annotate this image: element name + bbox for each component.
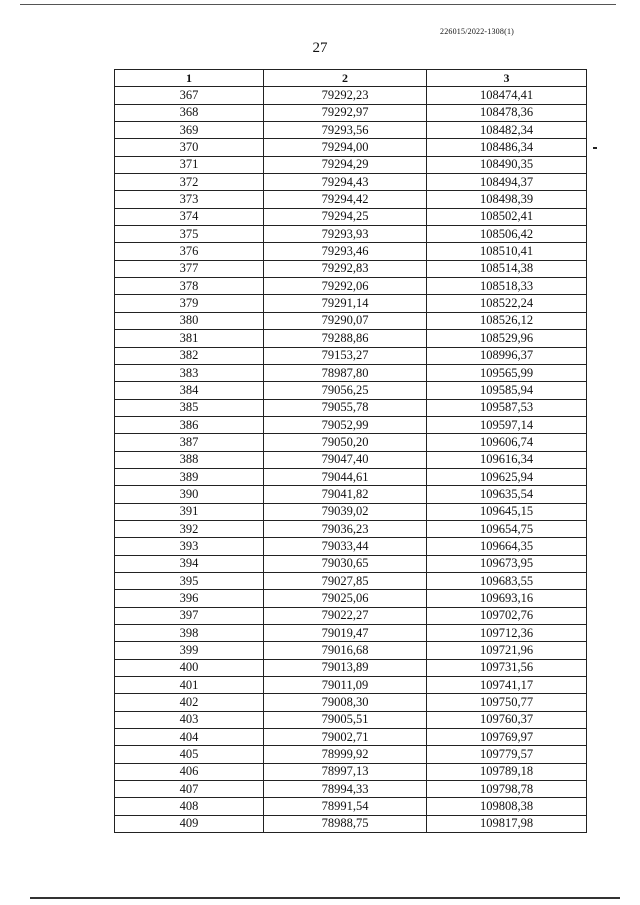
column-header-y: 3: [427, 70, 587, 87]
y-coordinate-cell: 108482,34: [427, 122, 587, 139]
x-coordinate-cell: 79036,23: [264, 520, 427, 537]
table-header-row: [115, 70, 587, 87]
point-number-cell: 370: [115, 139, 264, 156]
y-coordinate-cell: 109760,37: [427, 711, 587, 728]
x-coordinate-cell: 79019,47: [264, 625, 427, 642]
x-coordinate-cell: 79292,83: [264, 260, 427, 277]
y-coordinate-cell: 109673,95: [427, 555, 587, 572]
y-coordinate-cell: 108486,34: [427, 139, 587, 156]
table-row: [115, 330, 587, 347]
x-coordinate-cell: 78997,13: [264, 763, 427, 780]
y-coordinate-cell: 108502,41: [427, 208, 587, 225]
point-number-cell: 397: [115, 607, 264, 624]
table-row: [115, 295, 587, 312]
table-row: [115, 451, 587, 468]
y-coordinate-cell: 109712,36: [427, 625, 587, 642]
x-coordinate-cell: 79292,97: [264, 104, 427, 121]
table-row: [115, 677, 587, 694]
point-number-cell: 368: [115, 104, 264, 121]
y-coordinate-cell: 109741,17: [427, 677, 587, 694]
table-row: [115, 607, 587, 624]
table-row: [115, 781, 587, 798]
y-coordinate-cell: 109597,14: [427, 416, 587, 433]
page-number: 27: [312, 40, 328, 56]
y-coordinate-cell: 109702,76: [427, 607, 587, 624]
point-number-cell: 403: [115, 711, 264, 728]
point-number-cell: 377: [115, 260, 264, 277]
table-row: [115, 694, 587, 711]
point-number-cell: 372: [115, 174, 264, 191]
x-coordinate-cell: 79033,44: [264, 538, 427, 555]
y-coordinate-cell: 108490,35: [427, 156, 587, 173]
x-coordinate-cell: 79055,78: [264, 399, 427, 416]
y-coordinate-cell: 109721,96: [427, 642, 587, 659]
x-coordinate-cell: 79293,93: [264, 226, 427, 243]
y-coordinate-cell: 109769,97: [427, 729, 587, 746]
y-coordinate-cell: 108996,37: [427, 347, 587, 364]
table-row: [115, 503, 587, 520]
x-coordinate-cell: 79013,89: [264, 659, 427, 676]
table-row: [115, 711, 587, 728]
table-row: [115, 122, 587, 139]
y-coordinate-cell: 108522,24: [427, 295, 587, 312]
point-number-cell: 387: [115, 434, 264, 451]
point-number-cell: 375: [115, 226, 264, 243]
y-coordinate-cell: 109817,98: [427, 815, 587, 832]
x-coordinate-cell: 78988,75: [264, 815, 427, 832]
y-coordinate-cell: 108526,12: [427, 312, 587, 329]
table-row: [115, 434, 587, 451]
x-coordinate-cell: 79002,71: [264, 729, 427, 746]
y-coordinate-cell: 109585,94: [427, 382, 587, 399]
x-coordinate-cell: 78994,33: [264, 781, 427, 798]
x-coordinate-cell: 79052,99: [264, 416, 427, 433]
point-number-cell: 380: [115, 312, 264, 329]
document-id: 226015/2022-1308(1): [440, 27, 515, 36]
x-coordinate-cell: 79288,86: [264, 330, 427, 347]
y-coordinate-cell: 108498,39: [427, 191, 587, 208]
point-number-cell: 369: [115, 122, 264, 139]
column-header-point: 1: [115, 70, 264, 87]
x-coordinate-cell: 79016,68: [264, 642, 427, 659]
table-row: [115, 416, 587, 433]
table-row: [115, 156, 587, 173]
x-coordinate-cell: 79011,09: [264, 677, 427, 694]
x-coordinate-cell: 79005,51: [264, 711, 427, 728]
point-number-cell: 409: [115, 815, 264, 832]
x-coordinate-cell: 79056,25: [264, 382, 427, 399]
bottom-rule: [30, 897, 620, 899]
y-coordinate-cell: 108514,38: [427, 260, 587, 277]
x-coordinate-cell: 79293,56: [264, 122, 427, 139]
x-coordinate-cell: 79294,00: [264, 139, 427, 156]
x-coordinate-cell: 79294,42: [264, 191, 427, 208]
y-coordinate-cell: 109789,18: [427, 763, 587, 780]
x-coordinate-cell: 78991,54: [264, 798, 427, 815]
table-row: [115, 538, 587, 555]
point-number-cell: 405: [115, 746, 264, 763]
y-coordinate-cell: 109798,78: [427, 781, 587, 798]
x-coordinate-cell: 79041,82: [264, 486, 427, 503]
table-row: [115, 382, 587, 399]
y-coordinate-cell: 109645,15: [427, 503, 587, 520]
y-coordinate-cell: 108474,41: [427, 87, 587, 104]
table-row: [115, 312, 587, 329]
point-number-cell: 401: [115, 677, 264, 694]
x-coordinate-cell: 79292,23: [264, 87, 427, 104]
table-row: [115, 104, 587, 121]
table-row: [115, 642, 587, 659]
y-coordinate-cell: 108518,33: [427, 278, 587, 295]
y-coordinate-cell: 109683,55: [427, 572, 587, 589]
point-number-cell: 378: [115, 278, 264, 295]
y-coordinate-cell: 108529,96: [427, 330, 587, 347]
point-number-cell: 371: [115, 156, 264, 173]
y-coordinate-cell: 109654,75: [427, 520, 587, 537]
table-row: [115, 243, 587, 260]
x-coordinate-cell: 78987,80: [264, 364, 427, 381]
x-coordinate-cell: 79294,25: [264, 208, 427, 225]
point-number-cell: 402: [115, 694, 264, 711]
y-coordinate-cell: 108506,42: [427, 226, 587, 243]
table-row: [115, 87, 587, 104]
point-number-cell: 385: [115, 399, 264, 416]
x-coordinate-cell: 79292,06: [264, 278, 427, 295]
point-number-cell: 400: [115, 659, 264, 676]
table-row: [115, 486, 587, 503]
table-row: [115, 278, 587, 295]
x-coordinate-cell: 79027,85: [264, 572, 427, 589]
point-number-cell: 386: [115, 416, 264, 433]
coordinates-table: [114, 69, 587, 833]
point-number-cell: 399: [115, 642, 264, 659]
point-number-cell: 376: [115, 243, 264, 260]
table-row: [115, 815, 587, 832]
table-row: [115, 746, 587, 763]
x-coordinate-cell: 79153,27: [264, 347, 427, 364]
x-coordinate-cell: 79008,30: [264, 694, 427, 711]
x-coordinate-cell: 79030,65: [264, 555, 427, 572]
point-number-cell: 394: [115, 555, 264, 572]
y-coordinate-cell: 109779,57: [427, 746, 587, 763]
x-coordinate-cell: 79025,06: [264, 590, 427, 607]
point-number-cell: 373: [115, 191, 264, 208]
point-number-cell: 408: [115, 798, 264, 815]
point-number-cell: 392: [115, 520, 264, 537]
table-row: [115, 763, 587, 780]
point-number-cell: 374: [115, 208, 264, 225]
point-number-cell: 393: [115, 538, 264, 555]
x-coordinate-cell: 79294,43: [264, 174, 427, 191]
point-number-cell: 391: [115, 503, 264, 520]
y-coordinate-cell: 108494,37: [427, 174, 587, 191]
point-number-cell: 396: [115, 590, 264, 607]
point-number-cell: 367: [115, 87, 264, 104]
y-coordinate-cell: 109625,94: [427, 468, 587, 485]
point-number-cell: 389: [115, 468, 264, 485]
table-row: [115, 659, 587, 676]
y-coordinate-cell: 109616,34: [427, 451, 587, 468]
column-header-x: 2: [264, 70, 427, 87]
table-row: [115, 226, 587, 243]
table-row: [115, 191, 587, 208]
point-number-cell: 398: [115, 625, 264, 642]
y-coordinate-cell: 109606,74: [427, 434, 587, 451]
x-coordinate-cell: 79047,40: [264, 451, 427, 468]
table-body: [115, 87, 587, 833]
y-coordinate-cell: 109808,38: [427, 798, 587, 815]
top-rule: [20, 4, 616, 5]
table-row: [115, 174, 587, 191]
y-coordinate-cell: 109731,56: [427, 659, 587, 676]
table-row: [115, 468, 587, 485]
table-row: [115, 520, 587, 537]
margin-mark: [593, 147, 597, 149]
x-coordinate-cell: 78999,92: [264, 746, 427, 763]
point-number-cell: 395: [115, 572, 264, 589]
point-number-cell: 382: [115, 347, 264, 364]
table-row: [115, 139, 587, 156]
table-row: [115, 399, 587, 416]
point-number-cell: 390: [115, 486, 264, 503]
x-coordinate-cell: 79044,61: [264, 468, 427, 485]
y-coordinate-cell: 108510,41: [427, 243, 587, 260]
x-coordinate-cell: 79290,07: [264, 312, 427, 329]
table-row: [115, 729, 587, 746]
y-coordinate-cell: 109565,99: [427, 364, 587, 381]
y-coordinate-cell: 109587,53: [427, 399, 587, 416]
point-number-cell: 404: [115, 729, 264, 746]
table-row: [115, 798, 587, 815]
y-coordinate-cell: 108478,36: [427, 104, 587, 121]
x-coordinate-cell: 79291,14: [264, 295, 427, 312]
y-coordinate-cell: 109664,35: [427, 538, 587, 555]
table-row: [115, 260, 587, 277]
table-row: [115, 555, 587, 572]
point-number-cell: 406: [115, 763, 264, 780]
point-number-cell: 381: [115, 330, 264, 347]
point-number-cell: 388: [115, 451, 264, 468]
y-coordinate-cell: 109693,16: [427, 590, 587, 607]
table-row: [115, 590, 587, 607]
point-number-cell: 384: [115, 382, 264, 399]
x-coordinate-cell: 79050,20: [264, 434, 427, 451]
x-coordinate-cell: 79022,27: [264, 607, 427, 624]
table-row: [115, 347, 587, 364]
x-coordinate-cell: 79039,02: [264, 503, 427, 520]
x-coordinate-cell: 79294,29: [264, 156, 427, 173]
table-row: [115, 572, 587, 589]
x-coordinate-cell: 79293,46: [264, 243, 427, 260]
point-number-cell: 407: [115, 781, 264, 798]
y-coordinate-cell: 109750,77: [427, 694, 587, 711]
table-row: [115, 625, 587, 642]
table-row: [115, 364, 587, 381]
point-number-cell: 379: [115, 295, 264, 312]
table-row: [115, 208, 587, 225]
y-coordinate-cell: 109635,54: [427, 486, 587, 503]
point-number-cell: 383: [115, 364, 264, 381]
